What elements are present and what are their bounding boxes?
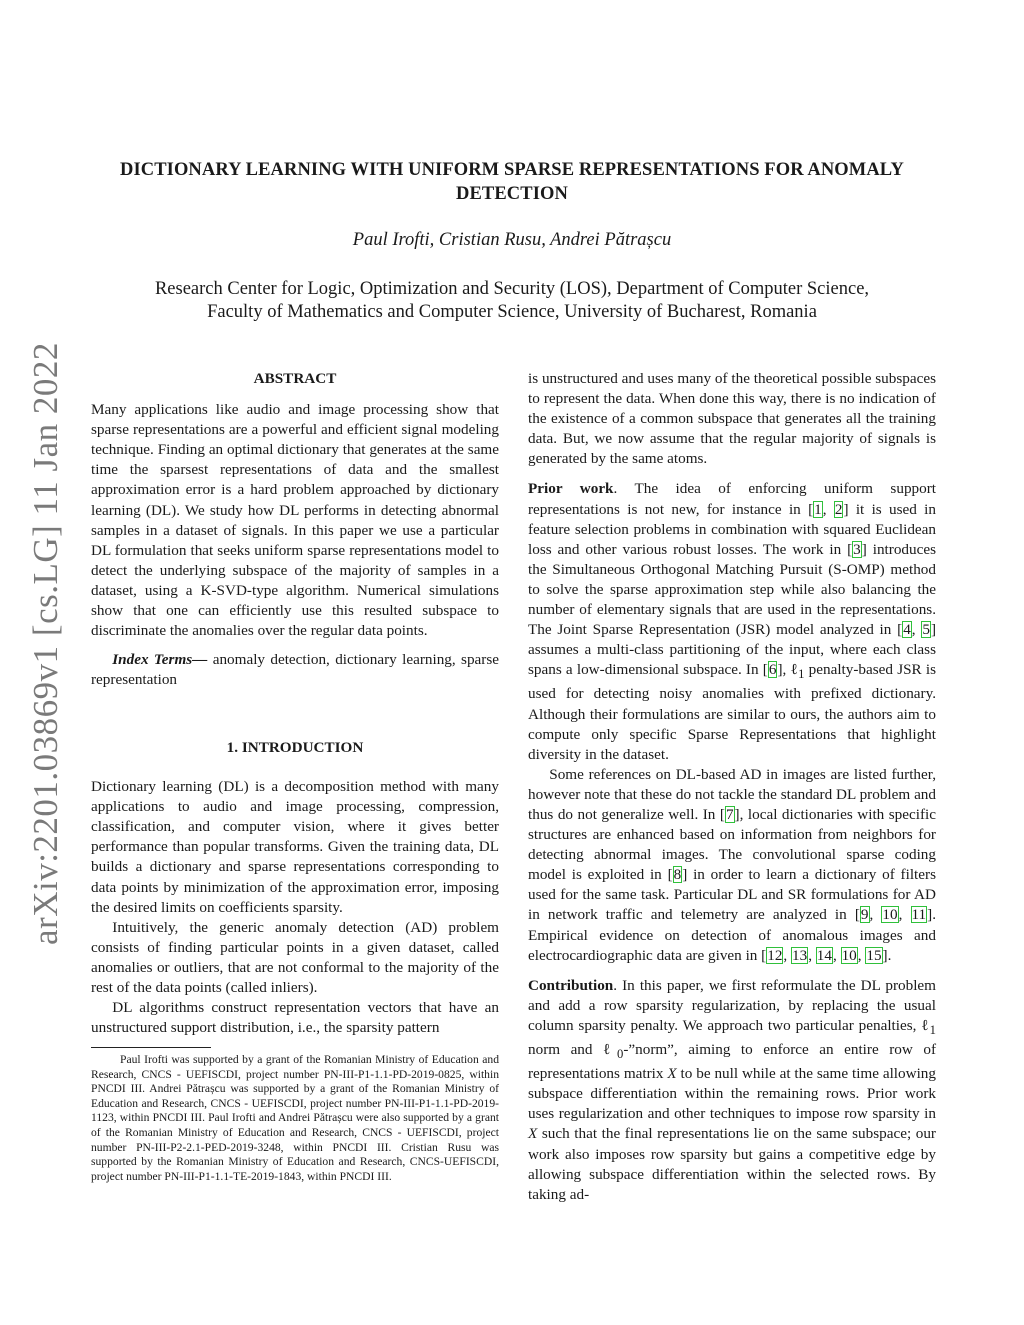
related-ad-paragraph: Some references on DL-based AD in images are listed further, however note that these do not tackle the standard DL problem and thus do not generalize well. In [7], local dictionaries with specific structures are enhanced based on information from neighbors for detecting abnormal images. The convolutional sparse coding model is exploited in [8] in order to learn a dictionary of filters used for the same task. Particular DL and SR formulations for AD in network traffic and telemetry are analyzed in [9, 10, 11]. Empirical evidence on detection of anomalous images and electrocardiographic data are given in [12, 13, 14, 10, 15]. <box>528 765 936 964</box>
citation-link[interactable]: 10 <box>841 946 857 964</box>
title-line-2: DETECTION <box>456 184 568 204</box>
citation-link[interactable]: 8 <box>673 866 682 884</box>
title-line-1: DICTIONARY LEARNING WITH UNIFORM SPARSE REPRESENTATIONS FOR ANOMALY <box>119 160 904 180</box>
citation-link[interactable]: 7 <box>725 806 734 823</box>
right-column <box>528 369 936 1205</box>
citation-link[interactable]: 1 <box>814 500 822 518</box>
citation-link[interactable]: 3 <box>853 540 861 558</box>
abstract-section <box>91 369 499 690</box>
footnote-text: Paul Irofti was supported by a grant of the Romanian Ministry of Education and Research, CNCS - UEFISCDI, project number PN-III-P1-1.1-PD-2019-0825, within PNCDI III. Andrei Pătrașcu was supported by a grant of the Romanian Ministry of Education and Research, CNCS - UEFISCDI, project number PN-III-P1-1.1-PD-2019-1123, within PNCDI III. Paul Irofti and Andrei Pătrașcu were also supported by a grant of the Romanian Ministry of Education and Research, CNCS - UEFISCDI, project number PN-III-P2-2.1-PED-2019-3248, within PNCDI III. Cristian Rusu was supported by the Romanian Ministry of Education and Research, CNCS-UEFISCDI, project number PN-III-P1-1.1-TE-2019-1843, within PNCDI III. <box>91 1053 499 1183</box>
citation-link[interactable]: 13 <box>792 946 808 964</box>
affiliation <box>60 278 964 324</box>
affiliation-line-1: Research Center for Logic, Optimization and Security (LOS), Department of Computer Science, <box>154 279 870 299</box>
intro-paragraph-3-continued: is unstructured and uses many of the theoretical possible subspaces to represent the data. When done this way, there is no indication of the existence of a common subspace that generates all the training data. But, we now assume that the regular majority of signals is generated by the same atoms. <box>528 370 936 468</box>
introduction-section <box>91 738 499 1038</box>
index-terms-list: anomaly detection, dictionary learning, sparse representation <box>91 651 499 689</box>
abstract-text: Many applications like audio and image processing show that sparse representations are a powerful and efficient signal modeling technique. Finding an optimal dictionary that generates at the same time the sparsest representations of data and the smallest approximation error is a hard problem approached by dictionary learning (DL). We study how DL performs in detecting abnormal samples in a dataset of signals. In this paper we use a particular DL formulation that seeks uniform sparse representations model to detect the underlying subspace of the majority of samples in a dataset, using a K-SVD-type algorithm. Numerical simulations show that one can efficiently use this resulted subspace to discriminate the anomalies over the regular data points. <box>91 401 499 640</box>
citation-link[interactable]: 2 <box>834 500 843 518</box>
abstract-heading: ABSTRACT <box>253 370 337 387</box>
paper-title <box>60 158 964 206</box>
citation-link[interactable]: 10 <box>882 906 898 924</box>
citation-link[interactable]: 11 <box>911 906 927 924</box>
index-terms-label: Index Terms— <box>112 651 208 669</box>
contribution-paragraph: Contribution. In this paper, we first reformulate the DL problem and add a row sparsity regularization, by replacing the usual column sparsity penalty. We approach two particular penalties, ℓ$_1$ norm and ℓ$_0$-”norm”, aiming to enforce an entire row of representations matrix X to be null while at the same time allowing subspace differentiation within the remaining rows. Prior work uses regularization and other techniques to impose row sparsity in X such that the final representations lie on the same subspace; our work also imposes row sparsity but gains a competitive edge by allowing subspace differentiation within the selected rows. By taking ad- <box>528 976 936 1203</box>
citation-link[interactable]: 12 <box>767 946 783 964</box>
citation-link[interactable]: 5 <box>922 621 930 639</box>
citation-link[interactable]: 15 <box>866 946 882 964</box>
affiliation-line-2: Faculty of Mathematics and Computer Science, University of Bucharest, Romania <box>207 302 817 322</box>
index-terms <box>91 650 499 690</box>
prior-work-paragraph: Prior work. The idea of enforcing uniform support representations is not new, for instance in [1, 2] it is used in feature selection problems in combination with squared Euclidean loss and other various robust losses. The work in [3] introduces the Simultaneous Orthogonal Matching Pursuit (S-OMP) method to solve the sparse approximation step while also balancing the number of elementary signals that are used in the representations. The Joint Sparse Representation (JSR) model analyzed in [4, 5] assumes a multi-class partitioning of the input, where each class spans a low-dimensional subspace. In [6], ℓ$_1$ penalty-based JSR is used for detecting noisy anomalies with prefixed dictionary. Although their formulations are similar to ours, the authors aim to compute only specific Sparse Representations that highlight diversity in the dataset. <box>528 480 937 763</box>
citation-link[interactable]: 4 <box>903 621 911 639</box>
footnote-rule <box>91 1047 211 1048</box>
contribution-label: Contribution <box>528 976 614 994</box>
arxiv-identifier: arXiv:2201.03869v1 [cs.LG] 11 Jan 2022 <box>26 342 65 945</box>
intro-paragraph-1: Dictionary learning (DL) is a decomposition method with many applications to audio and image processing, compression, classification, and computer vision, where it gives better performance than popular transforms. Given the training data, DL builds a dictionary and sparse representations corresponding to data points by minimization of the approximation error, imposing the desired limits on coefficients sparsity. <box>91 778 499 916</box>
citation-link[interactable]: 6 <box>768 661 777 679</box>
intro-paragraph-2: Intuitively, the generic anomaly detection (AD) problem consists of finding particular points in a given dataset, called anomalies or outliers, that are not conformal to the majority of the rest of the data points (called inliers). <box>91 918 499 997</box>
citation-link[interactable]: 14 <box>816 946 832 964</box>
author-list: Paul Irofti, Cristian Rusu, Andrei Pătrașcu <box>352 230 672 250</box>
citation-link[interactable]: 9 <box>860 906 869 924</box>
introduction-heading: 1. INTRODUCTION <box>226 739 364 756</box>
prior-work-label: Prior work <box>528 480 614 498</box>
funding-footnote <box>91 1053 499 1184</box>
intro-paragraph-3: DL algorithms construct representation vectors that have an unstructured support distribution, i.e., the sparsity pattern <box>91 999 499 1037</box>
